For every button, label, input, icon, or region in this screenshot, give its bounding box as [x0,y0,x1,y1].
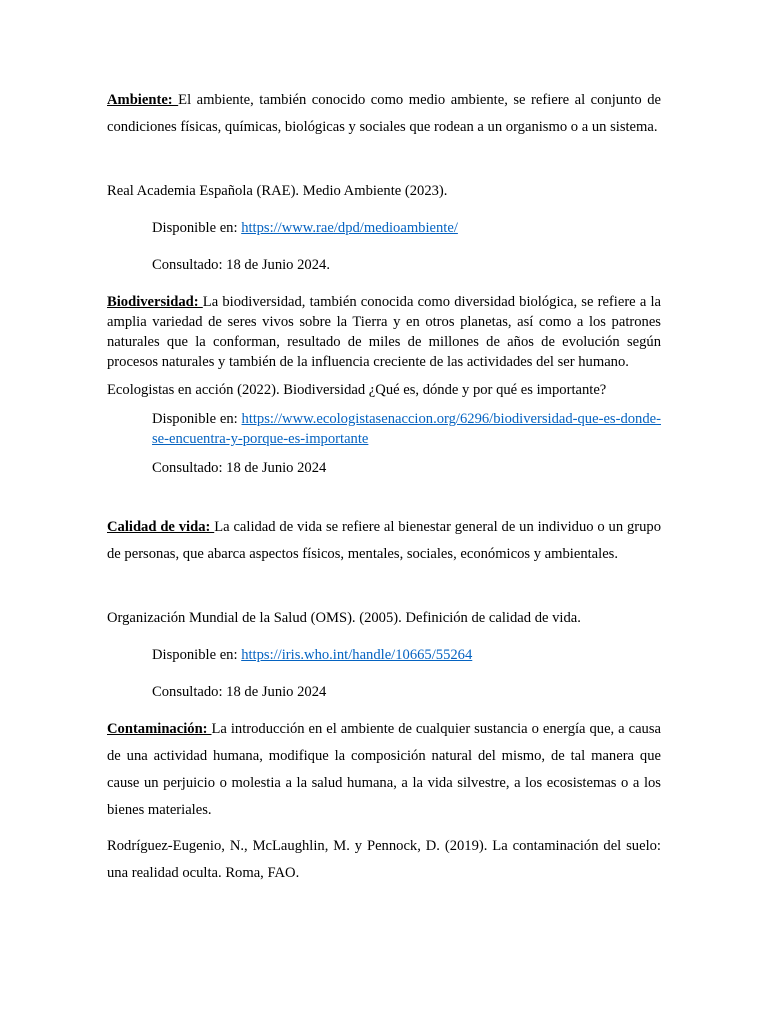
reference-contaminacion: Rodríguez-Eugenio, N., McLaughlin, M. y Pennock, D. (2019). La contaminación del suelo: una realidad oculta. Roma, FAO. [107,838,661,881]
available-label: Disponible en: [152,411,242,427]
consulted-ambiente: Consultado: 18 de Junio 2024. [152,257,330,273]
definition-biodiversidad [107,292,661,372]
definition-contaminacion [107,716,661,824]
definition-calidad-de-vida [107,514,661,568]
term-biodiversidad: Biodiversidad: [107,294,203,310]
consulted-biodiversidad: Consultado: 18 de Junio 2024 [152,460,327,476]
available-label: Disponible en: [152,220,242,236]
term-calidad-de-vida: Calidad de vida: [107,519,215,535]
definition-text: La introducción en el ambiente de cualquier sustancia o energía que, a causa de una actividad humana, modifique la composición natural del mismo, de tal manera que cause un perjuicio o molestia a la salud humana, a la vida silvestre, a los ecosistemas o a los bienes materiales. [107,721,661,818]
term-contaminacion: Contaminación: [107,721,212,737]
link-ambiente[interactable]: https://www.rae/dpd/medioambiente/ [241,220,458,236]
consulted-calidad-de-vida: Consultado: 18 de Junio 2024 [152,684,327,700]
definition-text: El ambiente, también conocido como medio ambiente, se refiere al conjunto de condiciones físicas, químicas, biológicas y sociales que rodean a un organismo o a un sistema. [107,92,661,135]
term-ambiente: Ambiente: [107,92,179,108]
definition-text: La biodiversidad, también conocida como diversidad biológica, se refiere a la amplia variedad de seres vivos sobre la Tierra y en otros planetas, así como a los patrones naturales que la conforman, resultado de miles de millones de años de evolución según procesos naturales y también de la influencia creciente de las actividades del ser humano. [107,294,661,370]
link-calidad-de-vida[interactable]: https://iris.who.int/handle/10665/55264 [241,647,473,663]
reference-biodiversidad: Ecologistas en acción (2022). Biodiversidad ¿Qué es, dónde y por qué es importante? [107,382,607,398]
definition-ambiente [107,87,661,141]
available-calidad-de-vida [107,645,661,665]
link-biodiversidad[interactable]: https://www.ecologistasenaccion.org/6296/biodiversidad-que-es-donde-se-encuentra-y-porque-es-importante [152,411,661,447]
available-ambiente [107,218,661,238]
available-biodiversidad [107,409,661,449]
definition-text: La calidad de vida se refiere al bienestar general de un individuo o un grupo de personas, que abarca aspectos físicos, mentales, sociales, económicos y ambientales. [107,519,661,562]
reference-ambiente: Real Academia Española (RAE). Medio Ambiente (2023). [107,183,448,199]
available-label: Disponible en: [152,647,242,663]
reference-calidad-de-vida: Organización Mundial de la Salud (OMS). (2005). Definición de calidad de vida. [107,610,581,626]
